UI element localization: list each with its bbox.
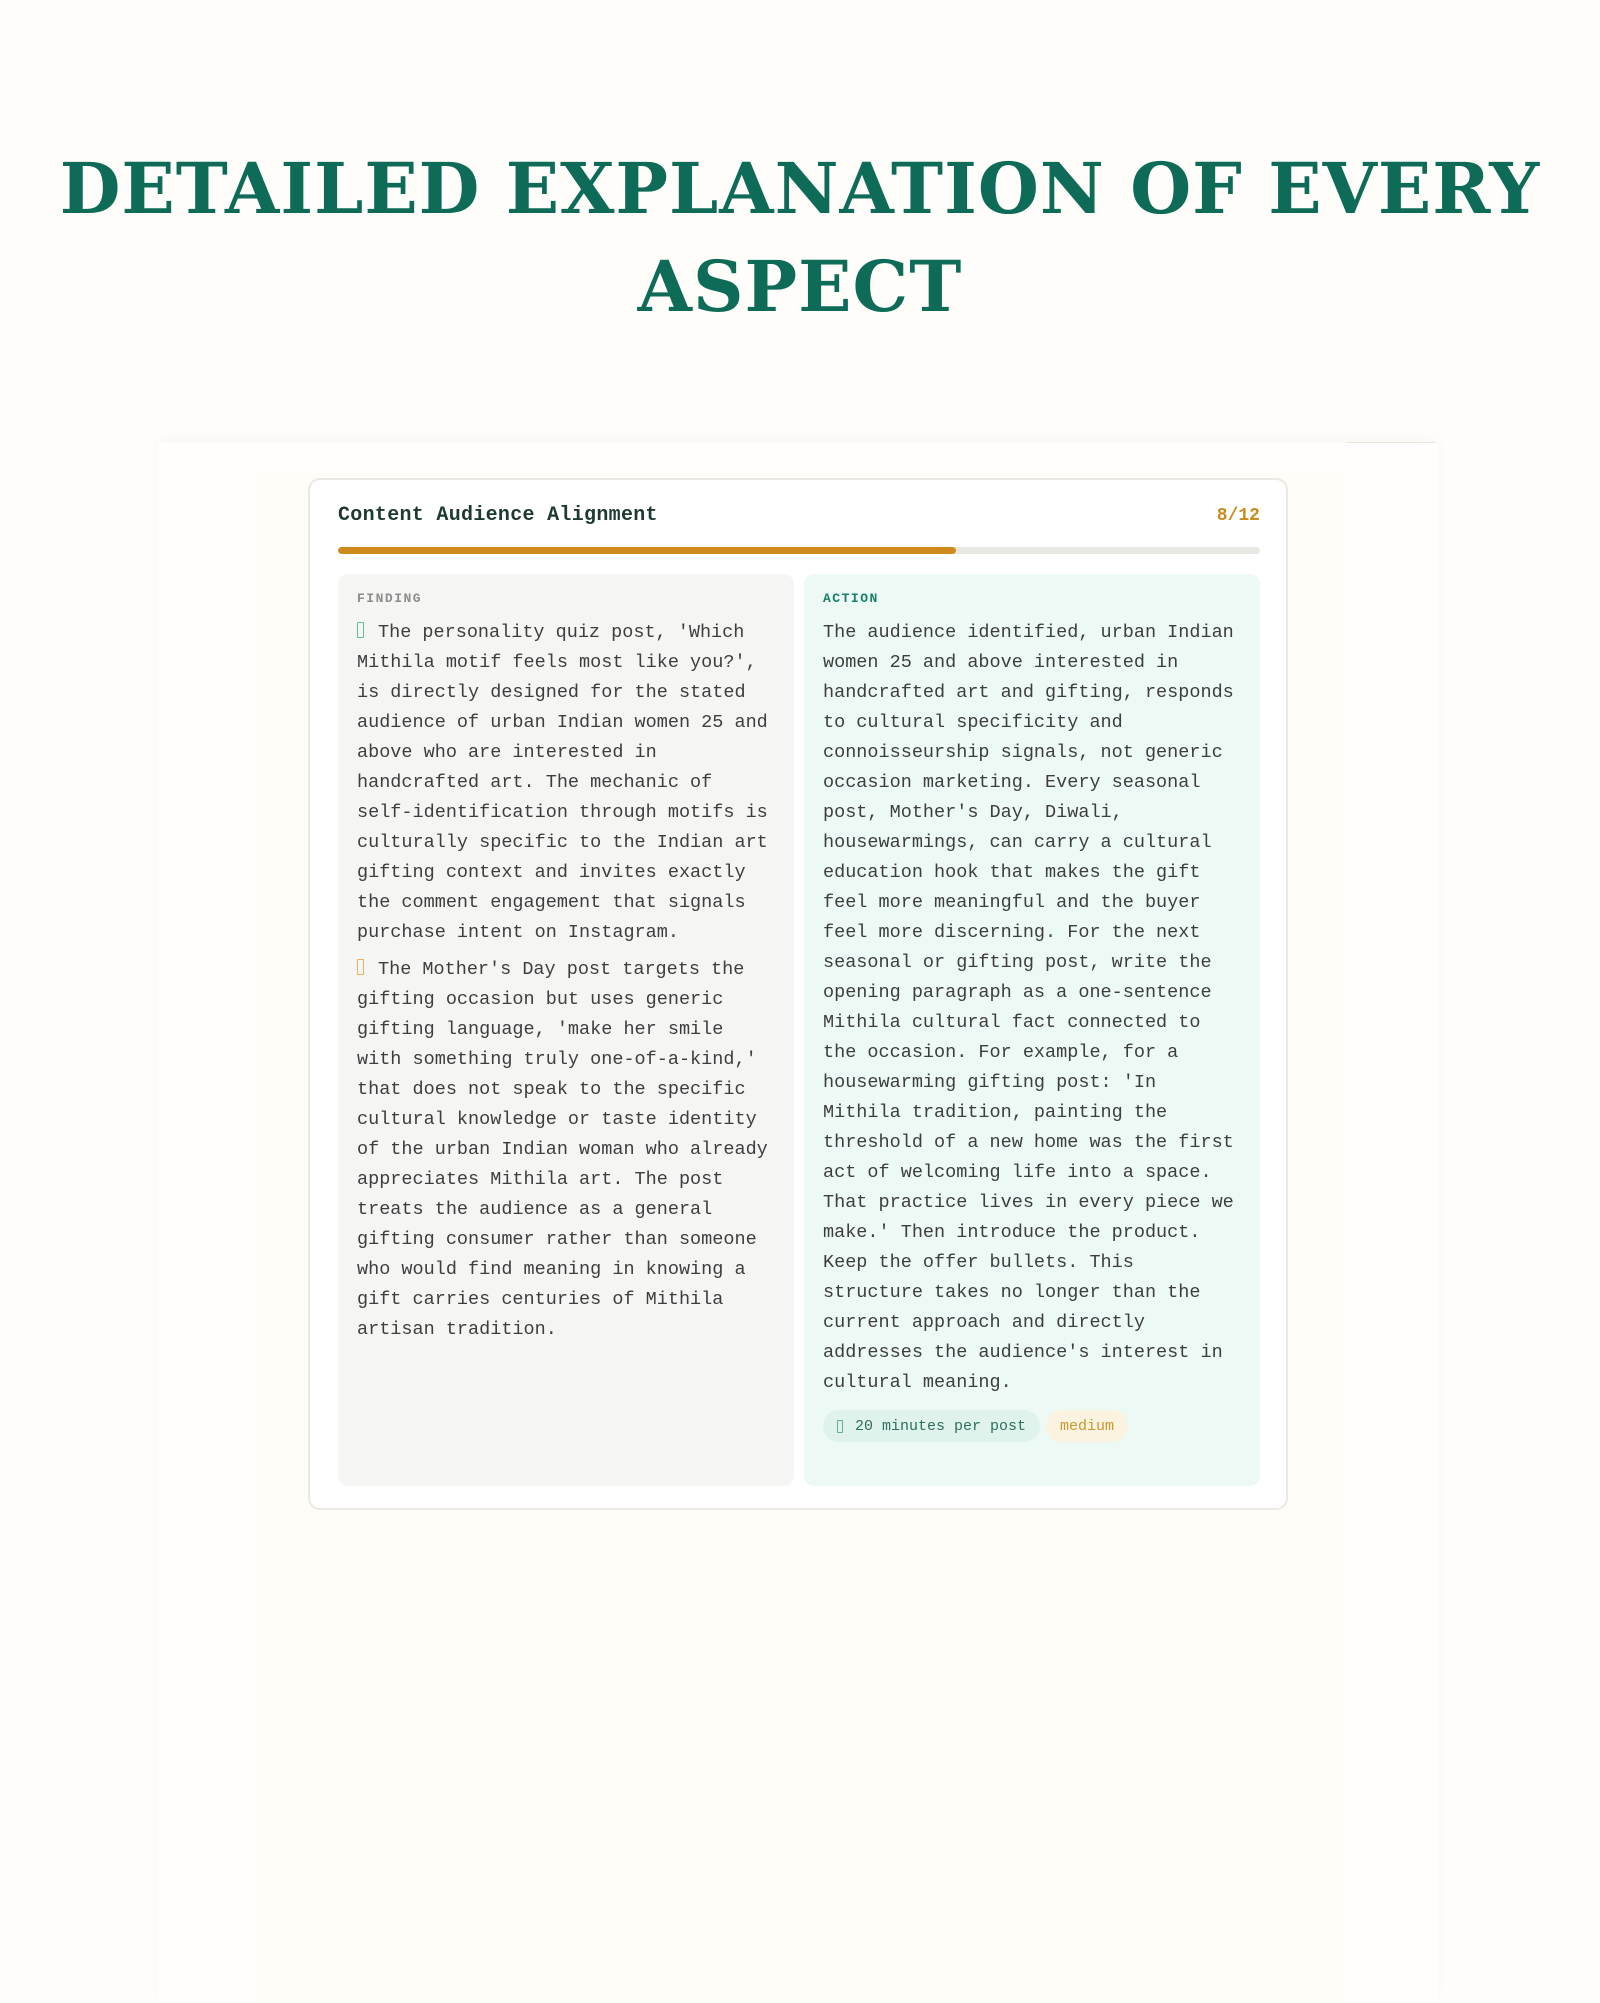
effort-level-tag: medium xyxy=(1046,1410,1128,1442)
action-text: The audience identified, urban Indian women 25 and above interested in handcrafted art and gifting, responds to cultural specificity and connoisseurship signals, not generic occasion marketing. Every seasonal post, Mother's Day, Diwali, housewarmings, can carry a cultural education hook that makes the gift feel more meaningful and the buyer feel more discerning. For the next seasonal or gifting post, write the opening paragraph as a one-sentence Mithila cultural fact connected to the occasion. For example, for a housewarming gifting post: 'In Mithila tradition, painting the threshold of a new home was the first act of welcoming life into a space. That practice lives in every piece we make.' Then introduce the product. Keep the offer bullets. This structure takes no longer than the current approach and directly addresses the audience's interest in cultural meaning. xyxy=(823,622,1234,1393)
clock-icon xyxy=(837,1420,843,1433)
score-progress-fill xyxy=(338,547,956,554)
score-badge: 8/12 xyxy=(1216,506,1260,526)
card-header xyxy=(338,504,1260,534)
action-tags xyxy=(823,1410,1242,1442)
finding-item-text: The personality quiz post, 'Which Mithila motif feels most like you?', is directly designed for the stated audience of urban Indian women 25 and above who are interested in handcrafted art. The mechanic of self-identification through motifs is culturally specific to the Indian art gifting context and invites exactly the comment engagement that signals purchase intent on Instagram. xyxy=(357,622,768,943)
finding-panel xyxy=(338,574,794,1486)
page-title: DETAILED EXPLANATION OF EVERY ASPECT xyxy=(59,147,1541,328)
time-estimate-tag xyxy=(823,1410,1040,1442)
warning-icon xyxy=(357,959,364,975)
audit-card xyxy=(308,478,1288,1510)
finding-item xyxy=(357,955,776,1345)
check-icon xyxy=(357,622,364,638)
action-label: ACTION xyxy=(823,591,879,606)
card-title: Content Audience Alignment xyxy=(338,504,658,527)
score-progress-bar xyxy=(338,547,1260,554)
finding-item-text: The Mother's Day post targets the gifting occasion but uses generic gifting language, 'make her smile with something truly one-of-a-kind,' that does not speak to the specific cultural knowledge or taste identity of the urban Indian woman who already appreciates Mithila art. The post treats the audience as a general gifting consumer rather than someone who would find meaning in knowing a gift carries centuries of Mithila artisan tradition. xyxy=(357,959,768,1340)
finding-label: FINDING xyxy=(357,591,423,606)
finding-item xyxy=(357,618,776,948)
action-panel xyxy=(804,574,1260,1486)
time-estimate-text: 20 minutes per post xyxy=(855,1417,1027,1435)
